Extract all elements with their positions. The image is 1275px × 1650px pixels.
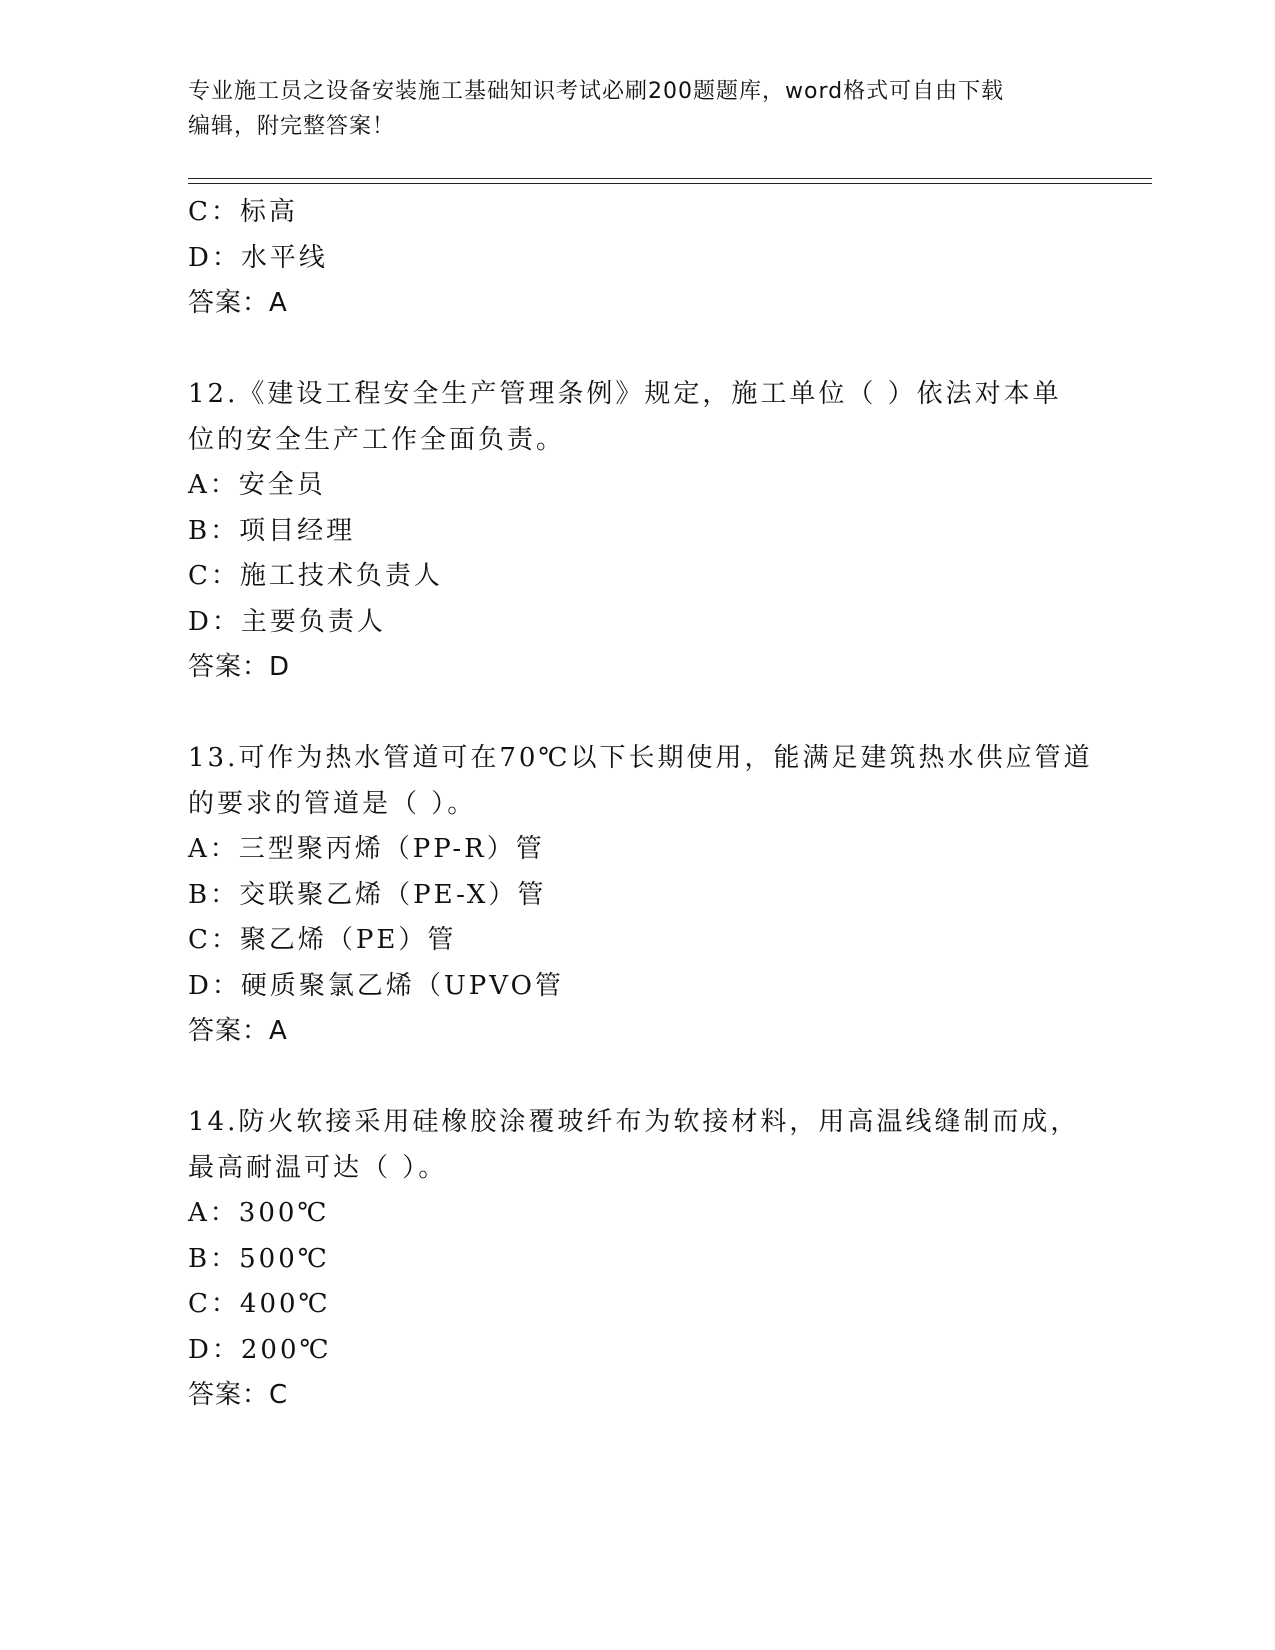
option-key: D：: [188, 606, 241, 637]
option-text: 500℃: [239, 1243, 330, 1274]
header-divider-top: [188, 178, 1152, 179]
option-key: A：: [188, 470, 239, 500]
option-b: [188, 509, 1088, 555]
option-text: 硬质聚氯乙烯（UPVO管: [240, 970, 564, 1001]
header-divider-bottom: [188, 183, 1152, 184]
question-stem-cont: 的要求的管道是（ ）。: [188, 788, 477, 819]
question-list: [188, 190, 1093, 1419]
option-text: 施工技术负责人: [239, 561, 443, 591]
option-text: 交联聚乙烯（PE-X）管: [239, 879, 547, 910]
option-c: [188, 1282, 1088, 1328]
question-stem-cont: 最高耐温可达（ ）。: [188, 1152, 448, 1183]
option-a: [188, 463, 1088, 509]
previous-question-tail: [188, 190, 1088, 327]
question-stem-cont: 位的安全生产工作全面负责。: [188, 424, 566, 455]
option-text: 300℃: [238, 1198, 330, 1228]
question-stem: 12.《建设工程安全生产管理条例》规定，施工单位（ ）依法对本单: [188, 379, 1062, 409]
option-b: [188, 873, 1088, 919]
option-key: B：: [188, 879, 240, 910]
option-c: [188, 190, 1088, 236]
option-c: [188, 918, 1088, 964]
option-text: 安全员: [238, 470, 326, 500]
option-text: 三型聚丙烯（PP-R）管: [238, 834, 545, 864]
option-text: 聚乙烯（PE）管: [239, 925, 457, 955]
answer-line: 答案：A: [188, 1016, 288, 1046]
option-key: C：: [188, 925, 240, 955]
option-a: [188, 827, 1088, 873]
option-key: C：: [188, 1289, 240, 1319]
answer-line: 答案：D: [188, 652, 291, 682]
question-12: [188, 372, 1088, 691]
option-d: [188, 600, 1088, 646]
answer-line: 答案：A: [188, 288, 288, 318]
option-key: D：: [188, 970, 241, 1001]
option-key: C：: [188, 197, 240, 227]
spacer: [188, 1055, 1088, 1101]
option-key: B：: [188, 1243, 240, 1274]
option-key: B：: [188, 515, 240, 546]
option-a: [188, 1191, 1088, 1237]
option-key: A：: [188, 1198, 239, 1228]
option-text: 标高: [239, 197, 298, 227]
option-text: 水平线: [240, 242, 328, 273]
header-line-2: 编辑，附完整答案！: [188, 114, 396, 139]
question-stem: 14.防火软接采用硅橡胶涂覆玻纤布为软接材料，用高温线缝制而成，: [188, 1107, 1080, 1137]
question-13: [188, 736, 1093, 1055]
spacer: [188, 691, 1088, 737]
option-text: 200℃: [240, 1334, 332, 1365]
option-c: [188, 554, 1088, 600]
option-text: 400℃: [239, 1289, 331, 1319]
option-key: C：: [188, 561, 240, 591]
option-key: D：: [188, 242, 241, 273]
document-header: [188, 74, 1088, 144]
option-d: [188, 964, 1088, 1010]
option-text: 主要负责人: [240, 606, 386, 637]
option-b: [188, 1237, 1088, 1283]
spacer: [188, 327, 1088, 373]
question-stem: 13.可作为热水管道可在70℃以下长期使用，能满足建筑热水供应管道: [188, 743, 1093, 773]
answer-line: 答案：C: [188, 1380, 289, 1410]
header-line-1: 专业施工员之设备安装施工基础知识考试必刷200题题库，word格式可自由下载: [188, 79, 1005, 104]
option-key: A：: [188, 834, 239, 864]
question-14: [188, 1100, 1088, 1419]
option-d: [188, 236, 1088, 282]
option-text: 项目经理: [239, 515, 356, 546]
option-d: [188, 1328, 1088, 1374]
option-key: D：: [188, 1334, 241, 1365]
